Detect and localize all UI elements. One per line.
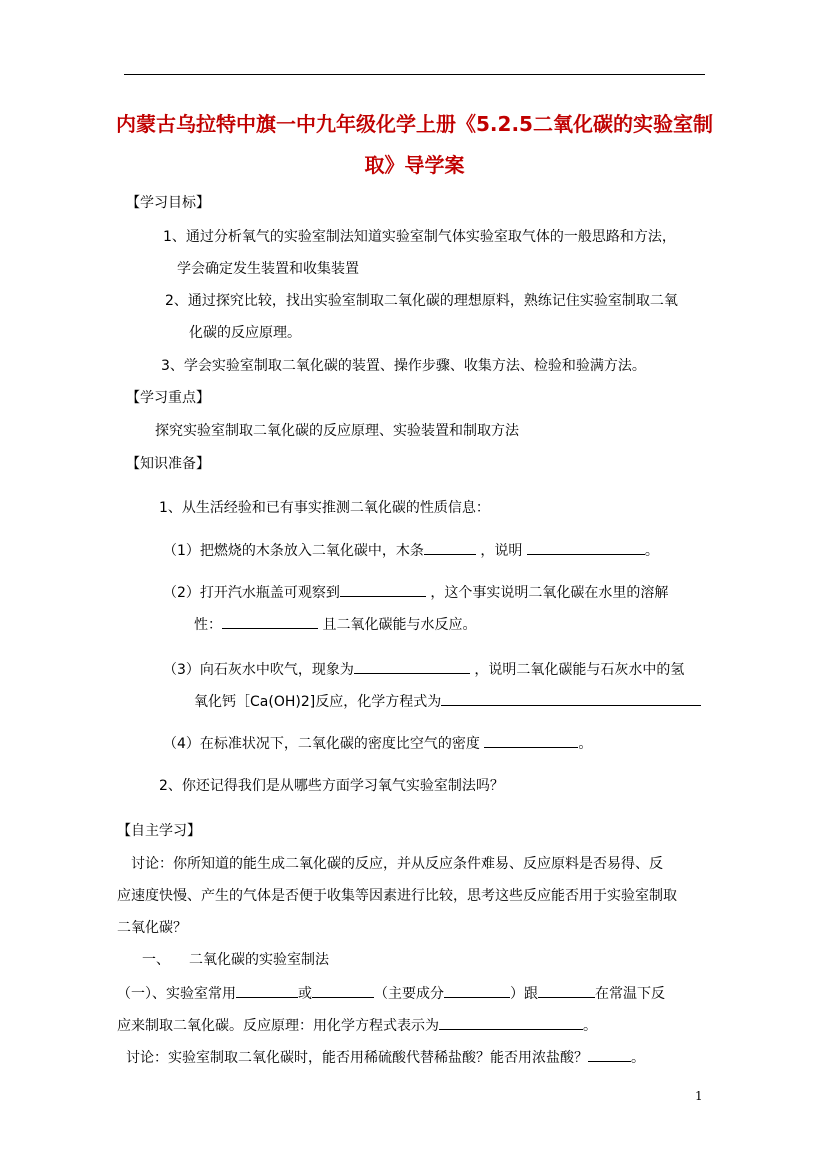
- objective-1-line1: 1、通过分析氧气的实验室制法知道实验室制气体实验室取气体的一般思路和方法，: [163, 229, 676, 245]
- keypoints-text: 探究实验室制取二氧化碳的反应原理、实验装置和制取方法: [155, 423, 519, 439]
- prep-item-1-text-b: ，说明: [480, 543, 523, 559]
- prep-question-1: 1、从生活经验和已有事实推测二氧化碳的性质信息：: [159, 500, 490, 516]
- blank-field[interactable]: [439, 1016, 583, 1030]
- lab-method-text-d: ）跟: [510, 986, 538, 1002]
- section-1-title: 二氧化碳的实验室制法: [189, 952, 329, 968]
- page-title-line1: 内蒙古乌拉特中旗一中九年级化学上册《5.2.5二氧化碳的实验室制: [116, 112, 713, 136]
- prep-item-2-line2: [194, 615, 476, 634]
- keypoints-heading: 【学习重点】: [126, 390, 210, 406]
- prep-item-1-text-c: 。: [644, 543, 659, 559]
- prep-item-4-text-a: （4）在标准状况下，二氧化碳的密度比空气的密度: [163, 736, 480, 752]
- prep-question-2: 2、你还记得我们是从哪些方面学习氧气实验室制法吗？: [159, 778, 504, 794]
- prep-item-3: [163, 660, 684, 679]
- blank-field[interactable]: [588, 1048, 631, 1062]
- objective-1-line2: 学会确定发生装置和收集装置: [177, 261, 359, 277]
- lab-method-text-f: 应来制取二氧化碳。反应原理：用化学方程式表示为: [117, 1018, 439, 1034]
- page-number: 1: [695, 1089, 703, 1103]
- blank-field[interactable]: [222, 615, 318, 629]
- discussion-line2: 应速度快慢、产生的气体是否便于收集等因素进行比较，思考这些反应能否用于实验室制取: [117, 888, 677, 904]
- lab-method-text-c: （主要成分: [374, 986, 444, 1002]
- header-rule: [124, 74, 705, 75]
- blank-field[interactable]: [484, 734, 578, 748]
- discussion-acid-text: 讨论：实验室制取二氧化碳时，能否用稀硫酸代替稀盐酸？能否用浓盐酸？: [126, 1050, 588, 1066]
- prep-item-2-text-a: （2）打开汽水瓶盖可观察到: [163, 585, 340, 601]
- prep-item-4: [163, 734, 592, 753]
- prep-item-3-text-a: （3）向石灰水中吹气，现象为: [163, 662, 354, 678]
- lab-method-line2: [117, 1016, 597, 1035]
- prep-heading: 【知识准备】: [126, 456, 210, 472]
- blank-field[interactable]: [444, 984, 510, 998]
- discussion-line1: 讨论：你所知道的能生成二氧化碳的反应，并从反应条件难易、反应原料是否易得、反: [131, 856, 663, 872]
- prep-item-3-text-c: 氧化钙［Ca(OH)2]反应，化学方程式为: [194, 694, 442, 710]
- prep-item-2-text-d: 且二氧化碳能与水反应。: [322, 617, 477, 633]
- prep-item-1: [163, 541, 659, 560]
- objective-2-line2: 化碳的反应原理。: [189, 325, 301, 341]
- page-title-line2: 取》导学案: [364, 153, 465, 177]
- discussion-acid: [126, 1048, 645, 1067]
- prep-item-2-text-c: 性：: [194, 617, 222, 633]
- blank-field[interactable]: [538, 984, 595, 998]
- lab-method-line1: [117, 984, 665, 1003]
- self-study-heading: 【自主学习】: [117, 823, 201, 839]
- blank-field[interactable]: [354, 660, 470, 674]
- prep-item-2-text-b: ，这个事实说明二氧化碳在水里的溶解: [430, 585, 669, 601]
- discussion-line3: 二氧化碳？: [117, 920, 187, 936]
- lab-method-text-g: 。: [583, 1018, 597, 1034]
- objective-2-line1: 2、通过探究比较，找出实验室制取二氧化碳的理想原料，熟练记住实验室制取二氧: [165, 293, 678, 309]
- objectives-heading: 【学习目标】: [126, 195, 210, 211]
- blank-field[interactable]: [312, 984, 374, 998]
- prep-item-1-text-a: （1）把燃烧的木条放入二氧化碳中，木条: [163, 543, 424, 559]
- prep-item-4-text-b: 。: [578, 736, 593, 752]
- blank-field[interactable]: [236, 984, 298, 998]
- prep-item-2: [163, 583, 668, 602]
- lab-method-text-e: 在常温下反: [595, 986, 665, 1002]
- blank-field[interactable]: [424, 541, 476, 555]
- lab-method-text-b: 或: [298, 986, 312, 1002]
- section-1-number: 一、: [142, 952, 170, 968]
- blank-field[interactable]: [340, 583, 426, 597]
- prep-item-3-text-b: ，说明二氧化碳能与石灰水中的氢: [474, 662, 685, 678]
- objective-3: 3、学会实验室制取二氧化碳的装置、操作步骤、收集方法、检验和验满方法。: [161, 358, 646, 374]
- blank-field[interactable]: [441, 692, 701, 706]
- discussion-acid-end: 。: [631, 1050, 645, 1066]
- blank-field[interactable]: [527, 541, 645, 555]
- prep-item-3-line2: [194, 692, 701, 711]
- lab-method-text-a: （一）、实验室常用: [117, 986, 236, 1002]
